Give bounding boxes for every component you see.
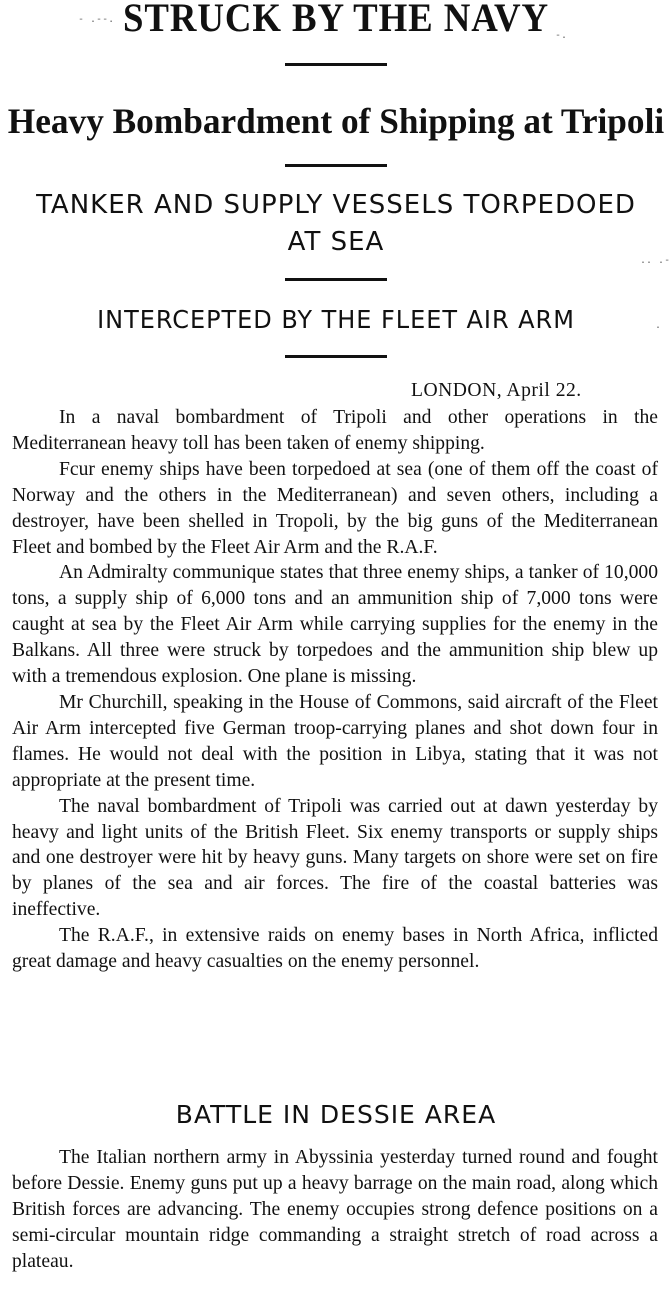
- print-speck: -.: [555, 30, 568, 41]
- subheadline: Heavy Bombardment of Shipping at Tripoli: [7, 101, 665, 141]
- article-body: [12, 405, 658, 975]
- print-speck: - .--.: [78, 14, 115, 25]
- section-heading: BATTLE IN DESSIE AREA: [175, 1100, 497, 1129]
- divider-rule: [285, 278, 387, 281]
- deck-line-1: TANKER AND SUPPLY VESSELS TORPEDOED: [36, 190, 636, 220]
- paragraph: An Admiralty communique states that three enemy ships, a tanker of 10,000 tons, a supply ship of 6,000 tons and an ammunition ship of 7,000 tons were caught at sea by the Fleet Air Arm while carrying supplies for the enemy in the Balkans. All three were struck by torpedoes and the ammunition ship blew up with a tremendous explosion. One plane is missing.: [12, 562, 658, 688]
- print-speck: .: [655, 320, 662, 331]
- headline: STRUCK BY THE NAVY: [123, 0, 549, 40]
- paragraph: The Italian northern army in Abyssinia yesterday turned round and fought before Dessie. Enemy guns put up a heavy barrage on the main road, along which British forces are advancing. The enemy occupies strong defence positions on a semi-circular mountain ridge commanding a straight stretch of road across a plateau.: [12, 1147, 658, 1272]
- paragraph: Fcur enemy ships have been torpedoed at sea (one of them off the coast of Norway and the others in the Mediterranean) and seven others, including a destroyer, have been shelled in Tropoli, by the big guns of the Mediterranean Fleet and bombed by the Fleet Air Arm and the R.A.F.: [12, 458, 658, 558]
- deck-secondary: INTERCEPTED BY THE FLEET AIR ARM: [97, 305, 575, 334]
- paragraph: The naval bombardment of Tripoli was carried out at dawn yesterday by heavy and light units of the British Fleet. Six enemy transports or supply ships and one destroyer were hit by heavy guns. Many targets on shore were set on fire by planes of the sea and air forces. The fire of the coastal batteries was ineffective.: [12, 795, 658, 921]
- divider-rule: [285, 63, 387, 66]
- print-speck: .. .-: [640, 255, 671, 266]
- dateline: LONDON, April 22.: [411, 380, 582, 401]
- paragraph: The R.A.F., in extensive raids on enemy bases in North Africa, inflicted great damage and heavy casualties on the enemy personnel.: [12, 925, 658, 973]
- paragraph: In a naval bombardment of Tripoli and other operations in the Mediterranean heavy toll has been taken of enemy shipping.: [12, 407, 658, 454]
- divider-rule: [285, 355, 387, 358]
- section-body: [12, 1145, 658, 1275]
- paragraph: Mr Churchill, speaking in the House of Commons, said aircraft of the Fleet Air Arm intercepted five German troop-carrying planes and shot down four in flames. He would not deal with the position in Libya, stating that it was not appropriate at the present time.: [12, 691, 658, 791]
- divider-rule: [285, 164, 387, 167]
- deck-line-2: AT SEA: [287, 227, 385, 257]
